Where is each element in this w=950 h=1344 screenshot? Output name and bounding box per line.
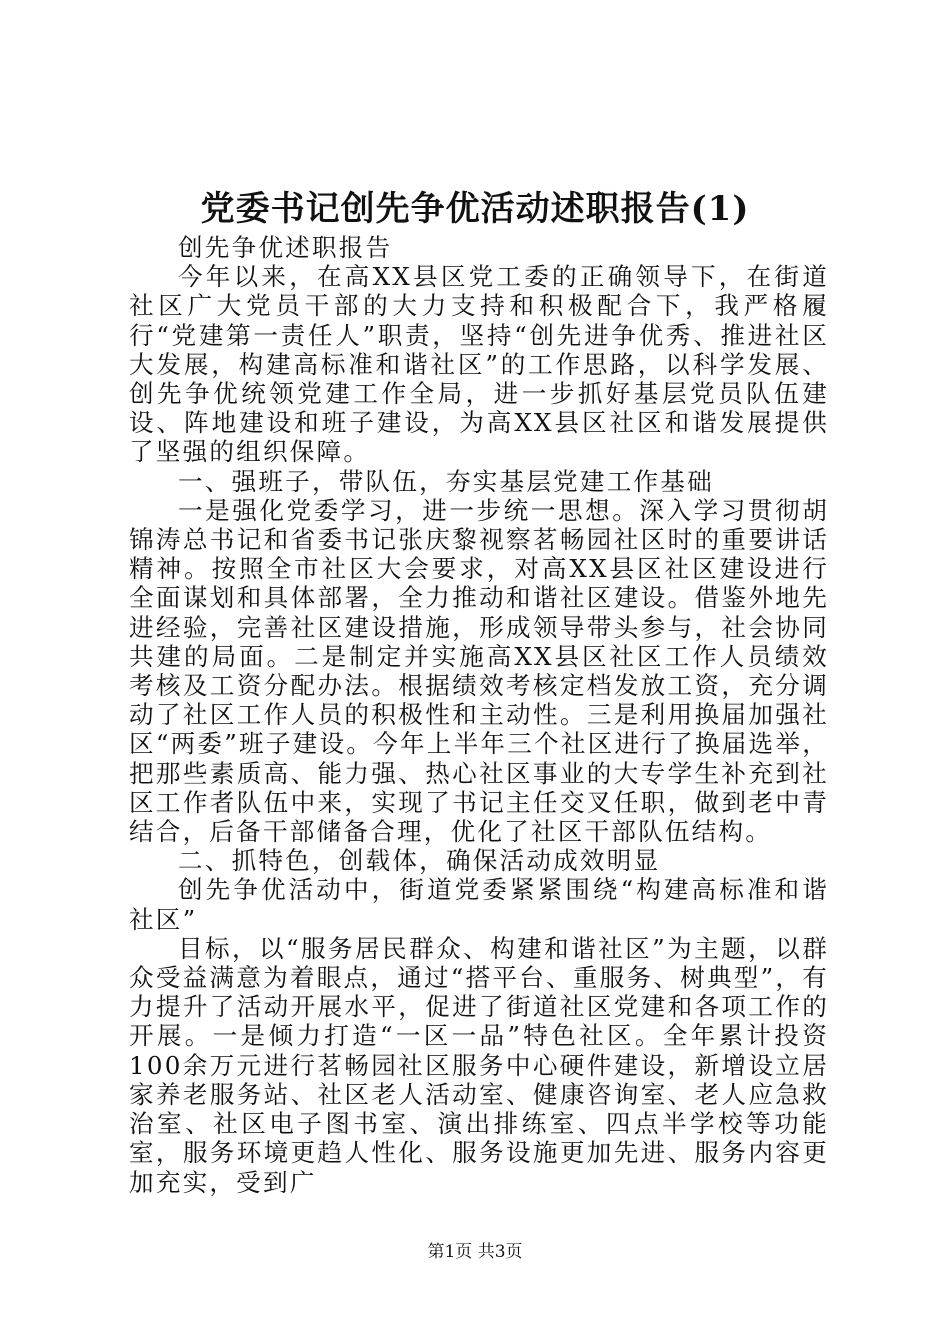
paragraph: 一是强化党委学习，进一步统一思想。深入学习贯彻胡锦涛总书记和省委书记张庆黎视察茗畅园社区时的重要讲话精神。按照全市社区大会要求，对高XX县区社区建设进行全面谋划和具体部署，全力推动和谐社区建设。借鉴外地先进经验，完善社区建设措施，形成领导带头参与，社会协同共建的局面。二是制定并实施高XX县区社区工作人员绩效考核及工资分配办法。根据绩效考核定档发放工资，充分调动了社区工作人员的积极性和主动性。三是利用换届加强社区“两委”班子建设。今年上半年三个社区进行了换届选举，把那些素质高、能力强、热心社区事业的大专学生补充到社区工作者队伍中来，实现了书记主任交叉任职，做到老中青结合，后备干部储备合理，优化了社区干部队伍结构。 [129,495,829,847]
paragraph: 创先争优活动中，街道党委紧紧围绕“构建高标准和谐社区” [129,875,829,934]
document-body [129,233,829,1197]
section-heading: 二、抓特色，创载体，确保活动成效明显 [178,846,661,876]
section-heading: 一、强班子，带队伍，夯实基层党建工作基础 [178,466,714,496]
paragraph: 目标，以“服务居民群众、构建和谐社区”为主题，以群众受益满意为着眼点，通过“搭平台、重服务、树典型”，有力提升了活动开展水平，促进了街道社区党建和各项工作的开展。一是倾力打造“一区一品”特色社区。全年累计投资100余万元进行茗畅园社区服务中心硬件建设，新增设立居家养老服务站、社区老人活动室、健康咨询室、老人应急救治室、社区电子图书室、演出排练室、四点半学校等功能室，服务环境更趋人性化、服务设施更加先进、服务内容更加充实，受到广 [129,933,829,1197]
document-title: 党委书记创先争优活动述职报告(1) [200,189,750,229]
page-number-footer: 第1页 共3页 [427,1242,523,1262]
paragraph-subtitle: 创先争优述职报告 [178,233,393,262]
paragraph: 今年以来，在高XX县区党工委的正确领导下，在街道社区广大党员干部的大力支持和积极配合下，我严格履行“党建第一责任人”职责，坚持“创先进争优秀、推进社区大发展，构建高标准和谐社区”的工作思路，以科学发展、创先争优统领党建工作全局，进一步抓好基层党员队伍建设、阵地建设和班子建设，为高XX县区社区和谐发展提供了坚强的组织保障。 [129,262,829,467]
